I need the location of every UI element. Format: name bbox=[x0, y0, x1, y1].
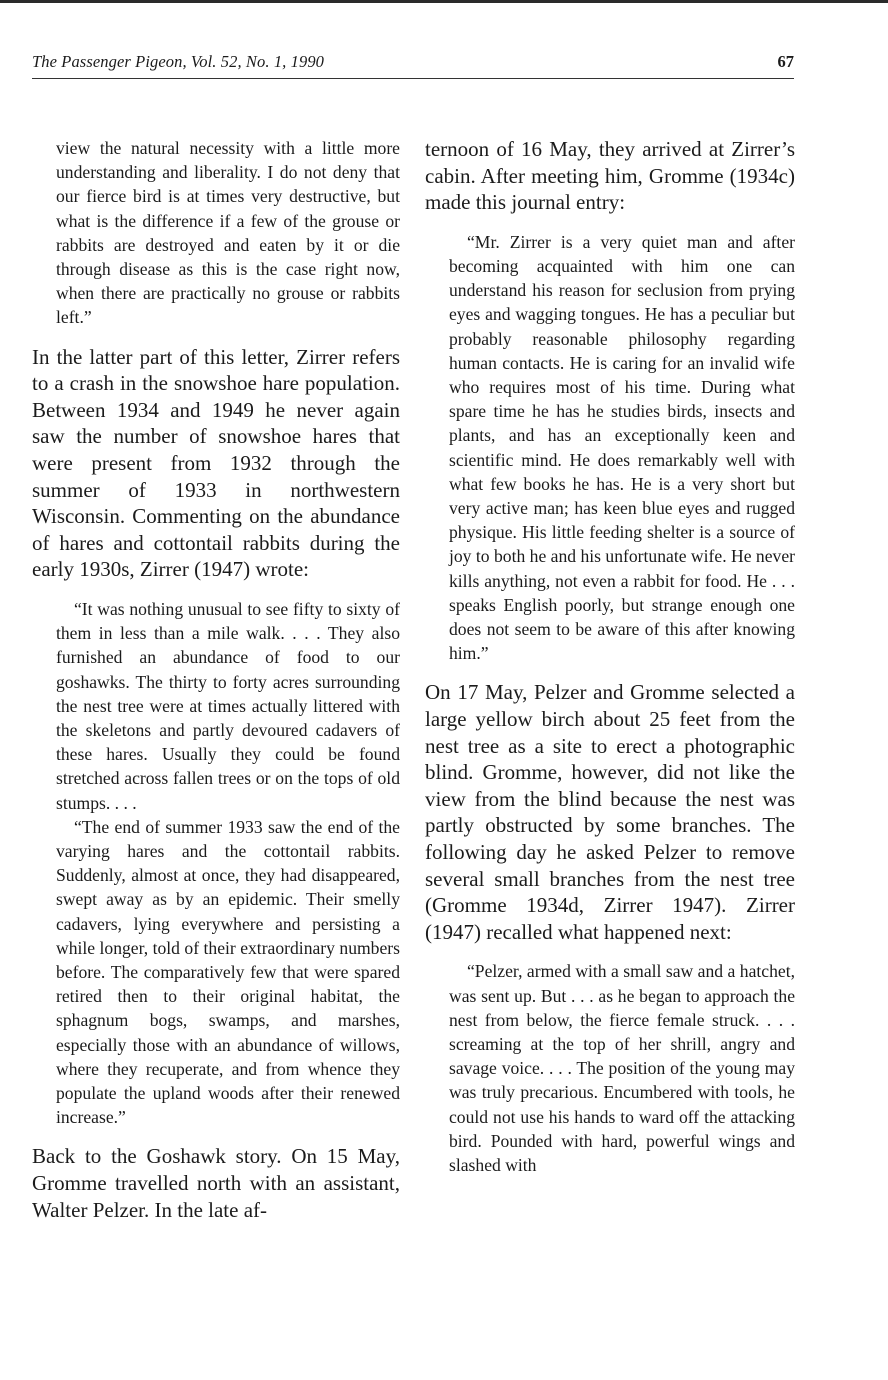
journal-citation: The Passenger Pigeon, Vol. 52, No. 1, 1990 bbox=[32, 52, 325, 71]
block-quote-pelzer-attack: “Pelzer, armed with a small saw and a hatchet, was sent up. But . . . as he began to approach the nest from below, the fierce female struck. . . . screaming at the top of her shrill, angry and savage voice. . . . The position of the young may was truly precarious. Encumbered with tools, he could not use his hands to ward off the attacking bird. Pounded with hard, powerful wings and slashed with bbox=[449, 961, 795, 1175]
paragraph-arrival-cabin: ternoon of 16 May, they arrived at Zirrer’s cabin. After meeting him, Gromme (1934c) made this journal entry: bbox=[425, 137, 795, 215]
block-quote-journal-entry: “Mr. Zirrer is a very quiet man and after becoming acquainted with him one can understand his reason for seclusion from prying eyes and wagging tongues. He has a peculiar but probably reasonable philosophy regarding human contacts. He is caring for an invalid wife who requires most of his time. During what spare time he has he studies birds, insects and plants, and has an exceptionally keen and scientific mind. He does remarkably well with what few books he has. He is a very short but very active man; has keen blue eyes and rugged physique. His little feeding shelter is a source of joy to both he and his unfortunate wife. He never kills anything, not even a rabbit for food. He . . . speaks English poorly, but strange enough one does not seem to be aware of this after knowing him.” bbox=[449, 231, 795, 664]
block-quote-hare-decline: “The end of summer 1933 saw the end of the varying hares and the cottontail rabbits. Suddenly, almost at once, they had disappeared, swept away as by an epidemic. Their smelly cadavers, lying everywhere and persisting a while longer, told of their extraordinary numbers before. The comparatively few that were spared retired then to their original habitat, the sphagnum bogs, swamps, and marshes, especially those with an abundance of willows, where they recuperate, and from whence they populate the upland woods after their renewed increase.” bbox=[56, 816, 400, 1128]
block-quote-letter-end: view the natural necessity with a little more understanding and liberality. I do not deny that our fierce bird is at times very destructive, but what is the difference if a few of the grouse or rabbits are destroyed and eaten by it or die through disease as this is the case right now, when there are practically no grouse or rabbits left.” bbox=[56, 138, 400, 328]
right-column bbox=[425, 136, 795, 1177]
top-border-rule bbox=[0, 0, 888, 3]
running-header bbox=[32, 52, 794, 79]
paragraph-goshawk-story: Back to the Goshawk story. On 15 May, Gromme travelled north with an assistant, Walter Pelzer. In the late af- bbox=[32, 1144, 400, 1222]
block-quote-hare-abundance: “It was nothing unusual to see fifty to sixty of them in less than a mile walk. . . . They also furnished an abundance of food to our goshawks. The thirty to forty acres surrounding the nest tree were at times actually littered with the skeletons and partly devoured cadavers of these hares. Usually they could be found stretched across fallen trees or on the tops of old stumps. . . . bbox=[56, 598, 400, 813]
paragraph-photographic-blind: On 17 May, Pelzer and Gromme selected a large yellow birch about 25 feet from the nest tree as a site to erect a photographic blind. Gromme, however, did not like the view from the blind because the nest was partly obstructed by some branches. The following day he asked Pelzer to remove several small branches from the nest tree (Gromme 1934d, Zirrer 1947). Zirrer (1947) recalled what happened next: bbox=[425, 680, 795, 944]
paragraph-hare-crash: In the latter part of this letter, Zirrer refers to a crash in the snowshoe hare population. Between 1934 and 1949 he never again saw the number of snowshoe hares that were present from 1932 through the summer of 1933 in northwestern Wisconsin. Commenting on the abundance of hares and cottontail rabbits during the early 1930s, Zirrer (1947) wrote: bbox=[32, 344, 400, 582]
page-number: 67 bbox=[777, 52, 794, 71]
left-column bbox=[32, 136, 400, 1223]
